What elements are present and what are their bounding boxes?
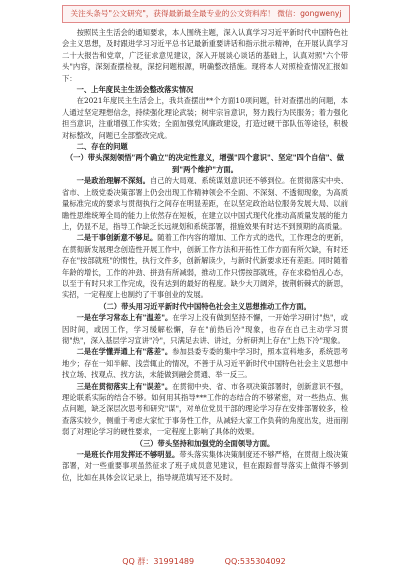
body-paragraph — [62, 175, 348, 232]
body-paragraph — [62, 95, 348, 141]
paragraph-lead: 一是在学习常态上有"温差"。 — [76, 313, 173, 323]
section-heading — [62, 141, 348, 152]
subsection-heading — [62, 152, 348, 175]
paragraph-lead: 二是在学懂弄通上有"落差"。 — [76, 347, 173, 357]
paragraph-lead: 一是政治理解不深刻。 — [76, 176, 150, 186]
body-paragraph — [62, 449, 348, 483]
paragraph-text: 带头落实集体决策制度还不够严格，在贯彻上级决策部署，对一些重要事项虽然征求了班子成员意见建议，但在跟踪督导落实上做得不够到位，比如在具体会议记录上，指导规范填写还不及时。 — [62, 450, 349, 482]
promo-banner: 关注头条号"公文研究"，获得最新最全最专业的公文资料库！ 微信：gongwenyj — [62, 5, 350, 23]
subsection-heading — [62, 438, 348, 449]
paragraph-text: 随着工作内容的增加、工作方式的迭代，工作理念的更新，在贯彻新发展理念创造性开展工作中，创新工作方法和开拓性工作方面有所欠缺，有时还存在"按部就班"的惯性，执行文件多，创新解读少，与新时代新要求还有差距。同时随着年龄的增长，工作的冲劲、拼劲有所减弱，推动工作只愣按部就班，存在求稳怕乱心态，以至于有时只求工作完成，没有达到的最好的程度。缺少大刀阔斧，披荆斩棘式的新思，实招，一定程度上也制约了干事创业的发展。 — [62, 233, 349, 300]
paragraph-text: 自己的大局观、系统谋划意识还不够到位。在贯彻落实中央、省市、上级党委决策部署上仍会出现工作精神领会不全面、不深刻、不透彻现象，为高质量标准完成的要求与贯彻执行之间存在明显差距，在以坚定政治站位服务发展大局、以前瞻性思维统筹全局的能力上依然存在短板，在建立以中国式现代化推动高质量发展的能力上，仍显不足，指导工作缺乏长远规划和系统部署，措施效果有时达不到预期的高质量。 — [62, 176, 349, 231]
paragraph-lead: 二是干事创新意不够足。 — [76, 233, 158, 243]
paragraph-text: （二）带头用习近平新时代中国特色社会主义思想推动工作方面。 — [99, 301, 311, 311]
body-paragraph — [62, 312, 348, 346]
paragraph-lead: 一是班长作用发挥还不够明显。 — [76, 450, 180, 460]
footer-qq: QQ:535304092 — [224, 557, 286, 566]
footer-qq-group: QQ 群：31991489 — [122, 557, 195, 566]
paragraph-text: 在贯彻中央、省、市各项决策部署时，创新意识不强，理论联系实际的结合不够。如何用其指导***工作的态结合的不够紧密，对一些热点、焦点问题，缺乏深层次思考和研究"谋"，对单位党员干部的理论学习存在安排部署较多，检查落实较少，侧重于考虑大家忙于事务性工作，从减轻大家工作负荷的角度出发，进而削弱了对理论学习的硬性要求，一定程度上影响了具体的效果。 — [62, 381, 349, 437]
paragraph-text: 在学习上没有做到坚持不懈，一开始学习研讨"热"，或因时间，或因工作，学习缓解松懈，存在"前热后冷"现象，也存在自己主动学习贯彻"热"，深入基层学习宣讲"冷"，只满足去讲、讲过，分析研判上存在"上热下冷"现象。 — [62, 313, 348, 345]
paragraph-text: （一）带头深刻领悟"两个确立"的决定性意义，增强"四个意识"、坚定"四个自信"、做到"两个维护"方面。 — [65, 153, 345, 174]
body-paragraph — [62, 27, 348, 84]
footer — [0, 556, 408, 567]
body-paragraph — [62, 232, 348, 300]
paragraph-text: （三）带头坚持和加强党的全面领导方面。 — [135, 438, 275, 448]
paragraph-text: 二、存在的问题 — [76, 142, 128, 152]
paragraph-text: 参加县委专委的集中学习时，照本宣科地多，系统思考地少；存在一知半解、浅尝辄止的情况，不善于从习近平新时代中国特色社会主义思想中找立场、找观点、找方法，未能做到融会贯通、举一反三。 — [62, 347, 349, 380]
body-paragraph — [62, 346, 348, 380]
paragraph-text: 按照民主生活会的通知要求，本人围绕主题，深入认真学习习近平新时代中国特色社会主义思想，及时跟进学习习近平总书记最新重要讲话和指示批示精神，在开展认真学习二十大报告和党章，广泛征求意见建议，深入开展谈心谈话的基础上，认真对照"六个带头"内容，深刻查摆检视，深挖问题根源，明确整改措施。现将本人对照检查情况汇报如下： — [62, 28, 348, 83]
paragraph-lead: 三是在贯彻落实上有"误差"。 — [76, 381, 173, 391]
body-paragraph — [62, 381, 348, 438]
subsection-heading — [62, 301, 348, 312]
document-body — [62, 27, 348, 483]
section-heading — [62, 84, 348, 95]
paragraph-text: 在2021年度民主生活会上，我共查摆出**个方面10项问题，针对查摆出的问题，本人通过坚定理想信念，持续强化理论武装；树牢宗旨意识，努力践行为民服务；着力强化担当意识，注重增强工作实效；全面加强党风廉政建设，打造过硬干部队伍等途径，积极对标整改，问题已全部整改完成。 — [62, 96, 348, 140]
paragraph-text: 一、上年度民主生活会整改落实情况 — [76, 85, 194, 95]
